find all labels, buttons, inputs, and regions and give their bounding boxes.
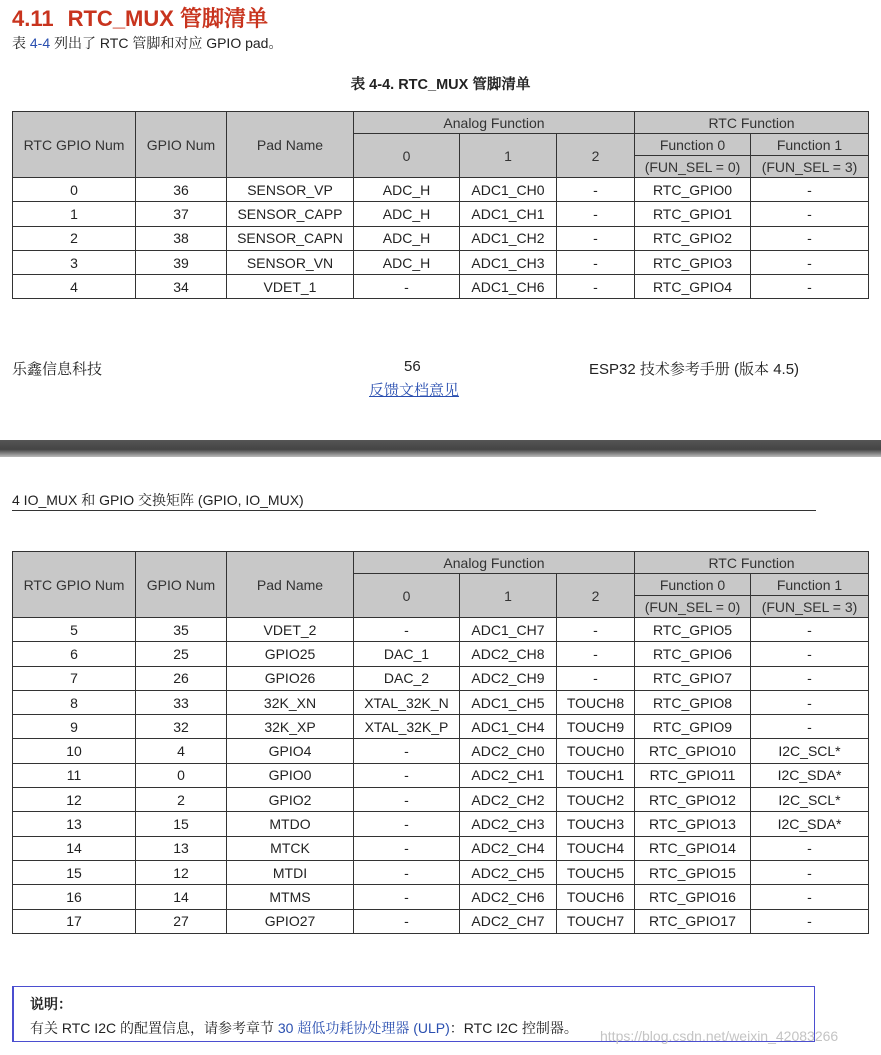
- function1-cell: -: [751, 909, 869, 933]
- pad-name-cell: MTCK: [227, 836, 354, 860]
- pad-name-cell: GPIO2: [227, 788, 354, 812]
- function0-cell: RTC_GPIO16: [635, 885, 751, 909]
- header-gpio-num: GPIO Num: [136, 112, 227, 178]
- function1-cell: I2C_SCL*: [751, 788, 869, 812]
- rtc-gpio-num-cell: 8: [13, 690, 136, 714]
- table-row: [13, 836, 869, 860]
- analog2-cell: TOUCH3: [557, 812, 635, 836]
- analog0-cell: -: [354, 836, 460, 860]
- function1-cell: -: [751, 275, 869, 299]
- function1-cell: -: [751, 715, 869, 739]
- gpio-num-cell: 12: [136, 860, 227, 884]
- function1-cell: I2C_SDA*: [751, 812, 869, 836]
- rtc-gpio-num-cell: 14: [13, 836, 136, 860]
- function0-cell: RTC_GPIO5: [635, 618, 751, 642]
- function1-cell: -: [751, 642, 869, 666]
- analog2-cell: -: [557, 226, 635, 250]
- running-header: 4 IO_MUX 和 GPIO 交换矩阵 (GPIO, IO_MUX): [12, 492, 304, 508]
- analog0-cell: -: [354, 909, 460, 933]
- analog2-cell: TOUCH7: [557, 909, 635, 933]
- analog0-cell: -: [354, 788, 460, 812]
- pad-name-cell: MTMS: [227, 885, 354, 909]
- header-analog-0: 0: [354, 134, 460, 178]
- function0-cell: RTC_GPIO12: [635, 788, 751, 812]
- gpio-num-cell: 39: [136, 250, 227, 274]
- pad-name-cell: GPIO4: [227, 739, 354, 763]
- analog1-cell: ADC1_CH4: [460, 715, 557, 739]
- pad-name-cell: SENSOR_CAPN: [227, 226, 354, 250]
- pad-name-cell: MTDO: [227, 812, 354, 836]
- function1-cell: -: [751, 885, 869, 909]
- header-function1-sel: (FUN_SEL = 3): [751, 156, 869, 178]
- function1-cell: I2C_SCL*: [751, 739, 869, 763]
- analog0-cell: -: [354, 739, 460, 763]
- gpio-num-cell: 13: [136, 836, 227, 860]
- function0-cell: RTC_GPIO13: [635, 812, 751, 836]
- header-function1: Function 1: [751, 574, 869, 596]
- analog2-cell: -: [557, 666, 635, 690]
- analog2-cell: -: [557, 202, 635, 226]
- gpio-num-cell: 2: [136, 788, 227, 812]
- gpio-num-cell: 38: [136, 226, 227, 250]
- function0-cell: RTC_GPIO1: [635, 202, 751, 226]
- table-caption: 表 4-4. RTC_MUX 管脚清单: [350, 77, 531, 93]
- analog0-cell: DAC_2: [354, 666, 460, 690]
- gpio-num-cell: 33: [136, 690, 227, 714]
- function1-cell: -: [751, 178, 869, 202]
- analog1-cell: ADC2_CH6: [460, 885, 557, 909]
- table-row: [13, 885, 869, 909]
- table-row: [13, 739, 869, 763]
- pad-name-cell: VDET_2: [227, 618, 354, 642]
- rtc-mux-table-part1: [12, 111, 869, 299]
- function1-cell: -: [751, 666, 869, 690]
- intro-paragraph: [12, 33, 282, 53]
- analog0-cell: -: [354, 275, 460, 299]
- rtc-gpio-num-cell: 9: [13, 715, 136, 739]
- table-row: [13, 812, 869, 836]
- function1-cell: I2C_SDA*: [751, 763, 869, 787]
- analog1-cell: ADC2_CH1: [460, 763, 557, 787]
- analog2-cell: TOUCH0: [557, 739, 635, 763]
- analog2-cell: TOUCH9: [557, 715, 635, 739]
- rtc-gpio-num-cell: 13: [13, 812, 136, 836]
- header-analog-2: 2: [557, 134, 635, 178]
- rtc-gpio-num-cell: 17: [13, 909, 136, 933]
- table-row: [13, 250, 869, 274]
- analog0-cell: ADC_H: [354, 250, 460, 274]
- analog1-cell: ADC1_CH3: [460, 250, 557, 274]
- gpio-num-cell: 0: [136, 763, 227, 787]
- function0-cell: RTC_GPIO9: [635, 715, 751, 739]
- analog0-cell: -: [354, 618, 460, 642]
- header-analog-2: 2: [557, 574, 635, 618]
- analog0-cell: XTAL_32K_N: [354, 690, 460, 714]
- intro-prefix: 表: [12, 35, 30, 51]
- analog1-cell: ADC2_CH7: [460, 909, 557, 933]
- pad-name-cell: MTDI: [227, 860, 354, 884]
- analog0-cell: DAC_1: [354, 642, 460, 666]
- analog0-cell: ADC_H: [354, 226, 460, 250]
- analog1-cell: ADC1_CH0: [460, 178, 557, 202]
- header-function1: Function 1: [751, 134, 869, 156]
- gpio-num-cell: 25: [136, 642, 227, 666]
- gpio-num-cell: 26: [136, 666, 227, 690]
- rtc-gpio-num-cell: 10: [13, 739, 136, 763]
- pad-name-cell: GPIO26: [227, 666, 354, 690]
- section-title: [12, 2, 268, 33]
- analog1-cell: ADC2_CH5: [460, 860, 557, 884]
- analog1-cell: ADC1_CH2: [460, 226, 557, 250]
- gpio-num-cell: 35: [136, 618, 227, 642]
- analog2-cell: -: [557, 178, 635, 202]
- header-rtc-gpio-num: RTC GPIO Num: [13, 552, 136, 618]
- pad-name-cell: SENSOR_CAPP: [227, 202, 354, 226]
- pad-name-cell: SENSOR_VN: [227, 250, 354, 274]
- gpio-num-cell: 37: [136, 202, 227, 226]
- analog1-cell: ADC1_CH5: [460, 690, 557, 714]
- header-gpio-num: GPIO Num: [136, 552, 227, 618]
- analog0-cell: -: [354, 885, 460, 909]
- function1-cell: -: [751, 618, 869, 642]
- note-prefix: 有关 RTC I2C 的配置信息，请参考章节: [30, 1020, 278, 1036]
- analog2-cell: TOUCH5: [557, 860, 635, 884]
- rtc-gpio-num-cell: 4: [13, 275, 136, 299]
- watermark: https://blog.csdn.net/weixin_42083266: [600, 1028, 839, 1044]
- analog2-cell: -: [557, 250, 635, 274]
- analog1-cell: ADC2_CH2: [460, 788, 557, 812]
- rtc-gpio-num-cell: 11: [13, 763, 136, 787]
- pad-name-cell: SENSOR_VP: [227, 178, 354, 202]
- page-break-divider: [0, 440, 881, 457]
- table-row: [13, 690, 869, 714]
- rtc-gpio-num-cell: 15: [13, 860, 136, 884]
- gpio-num-cell: 15: [136, 812, 227, 836]
- rtc-gpio-num-cell: 6: [13, 642, 136, 666]
- note-title: 说明：: [30, 996, 72, 1012]
- table1-body: [13, 178, 869, 299]
- table-row: [13, 715, 869, 739]
- table-row: [13, 618, 869, 642]
- gpio-num-cell: 14: [136, 885, 227, 909]
- pad-name-cell: GPIO27: [227, 909, 354, 933]
- function0-cell: RTC_GPIO17: [635, 909, 751, 933]
- function1-cell: -: [751, 226, 869, 250]
- pad-name-cell: GPIO25: [227, 642, 354, 666]
- gpio-num-cell: 32: [136, 715, 227, 739]
- gpio-num-cell: 27: [136, 909, 227, 933]
- function0-cell: RTC_GPIO4: [635, 275, 751, 299]
- function0-cell: RTC_GPIO11: [635, 763, 751, 787]
- table-row: [13, 226, 869, 250]
- header-rtc-gpio-num: RTC GPIO Num: [13, 112, 136, 178]
- rtc-gpio-num-cell: 16: [13, 885, 136, 909]
- header-function0-sel: (FUN_SEL = 0): [635, 156, 751, 178]
- gpio-num-cell: 36: [136, 178, 227, 202]
- pad-name-cell: GPIO0: [227, 763, 354, 787]
- header-pad-name: Pad Name: [227, 552, 354, 618]
- footer-page-number: 56: [404, 358, 421, 375]
- analog1-cell: ADC2_CH4: [460, 836, 557, 860]
- analog2-cell: TOUCH1: [557, 763, 635, 787]
- function1-cell: -: [751, 202, 869, 226]
- header-analog-function: Analog Function: [354, 112, 635, 134]
- analog2-cell: TOUCH8: [557, 690, 635, 714]
- header-rtc-function: RTC Function: [635, 552, 869, 574]
- header-function0-sel: (FUN_SEL = 0): [635, 596, 751, 618]
- analog1-cell: ADC1_CH1: [460, 202, 557, 226]
- gpio-num-cell: 4: [136, 739, 227, 763]
- table-row: [13, 788, 869, 812]
- section-number: 4.11: [12, 6, 54, 31]
- header-rtc-function: RTC Function: [635, 112, 869, 134]
- analog0-cell: ADC_H: [354, 202, 460, 226]
- rtc-gpio-num-cell: 7: [13, 666, 136, 690]
- analog1-cell: ADC2_CH3: [460, 812, 557, 836]
- analog1-cell: ADC2_CH9: [460, 666, 557, 690]
- analog0-cell: -: [354, 763, 460, 787]
- function1-cell: -: [751, 860, 869, 884]
- function0-cell: RTC_GPIO0: [635, 178, 751, 202]
- rtc-gpio-num-cell: 0: [13, 178, 136, 202]
- analog2-cell: TOUCH4: [557, 836, 635, 860]
- function0-cell: RTC_GPIO15: [635, 860, 751, 884]
- function1-cell: -: [751, 250, 869, 274]
- header-analog-0: 0: [354, 574, 460, 618]
- analog2-cell: TOUCH6: [557, 885, 635, 909]
- analog2-cell: -: [557, 618, 635, 642]
- rtc-gpio-num-cell: 5: [13, 618, 136, 642]
- table-row: [13, 763, 869, 787]
- header-analog-1: 1: [460, 134, 557, 178]
- table2-body: [13, 618, 869, 934]
- footer-company: 乐鑫信息科技: [12, 361, 103, 378]
- function0-cell: RTC_GPIO14: [635, 836, 751, 860]
- pad-name-cell: 32K_XP: [227, 715, 354, 739]
- table-row: [13, 860, 869, 884]
- header-function0: Function 0: [635, 134, 751, 156]
- analog1-cell: ADC1_CH7: [460, 618, 557, 642]
- ulp-chapter-link[interactable]: 30 超低功耗协处理器 (ULP): [277, 1020, 450, 1036]
- table-reference-link[interactable]: 4-4: [29, 35, 51, 51]
- note-suffix: ：RTC I2C 控制器。: [449, 1020, 578, 1036]
- analog1-cell: ADC2_CH8: [460, 642, 557, 666]
- header-analog-function: Analog Function: [354, 552, 635, 574]
- function1-cell: -: [751, 836, 869, 860]
- pad-name-cell: VDET_1: [227, 275, 354, 299]
- header-function1-sel: (FUN_SEL = 3): [751, 596, 869, 618]
- function0-cell: RTC_GPIO7: [635, 666, 751, 690]
- header-function0: Function 0: [635, 574, 751, 596]
- header-pad-name: Pad Name: [227, 112, 354, 178]
- header-analog-1: 1: [460, 574, 557, 618]
- table-row: [13, 178, 869, 202]
- analog0-cell: XTAL_32K_P: [354, 715, 460, 739]
- rtc-gpio-num-cell: 2: [13, 226, 136, 250]
- analog0-cell: -: [354, 860, 460, 884]
- table-row: [13, 909, 869, 933]
- function0-cell: RTC_GPIO10: [635, 739, 751, 763]
- note-text: [30, 1018, 578, 1038]
- function0-cell: RTC_GPIO3: [635, 250, 751, 274]
- footer-manual-title: ESP32 技术参考手册 (版本 4.5): [589, 361, 800, 378]
- analog1-cell: ADC2_CH0: [460, 739, 557, 763]
- pad-name-cell: 32K_XN: [227, 690, 354, 714]
- analog0-cell: ADC_H: [354, 178, 460, 202]
- function0-cell: RTC_GPIO8: [635, 690, 751, 714]
- gpio-num-cell: 34: [136, 275, 227, 299]
- rtc-gpio-num-cell: 12: [13, 788, 136, 812]
- analog2-cell: -: [557, 642, 635, 666]
- table-row: [13, 275, 869, 299]
- analog0-cell: -: [354, 812, 460, 836]
- intro-suffix: 列出了 RTC 管脚和对应 GPIO pad。: [50, 35, 283, 51]
- analog1-cell: ADC1_CH6: [460, 275, 557, 299]
- feedback-link[interactable]: 反馈文档意见: [369, 382, 460, 399]
- table-row: [13, 666, 869, 690]
- rtc-mux-table-part2: [12, 551, 869, 934]
- analog2-cell: TOUCH2: [557, 788, 635, 812]
- rtc-gpio-num-cell: 1: [13, 202, 136, 226]
- function1-cell: -: [751, 690, 869, 714]
- function0-cell: RTC_GPIO2: [635, 226, 751, 250]
- section-title-text: RTC_MUX 管脚清单: [67, 6, 269, 31]
- table-row: [13, 642, 869, 666]
- table-row: [13, 202, 869, 226]
- rtc-gpio-num-cell: 3: [13, 250, 136, 274]
- analog2-cell: -: [557, 275, 635, 299]
- header-rule: [12, 510, 816, 511]
- function0-cell: RTC_GPIO6: [635, 642, 751, 666]
